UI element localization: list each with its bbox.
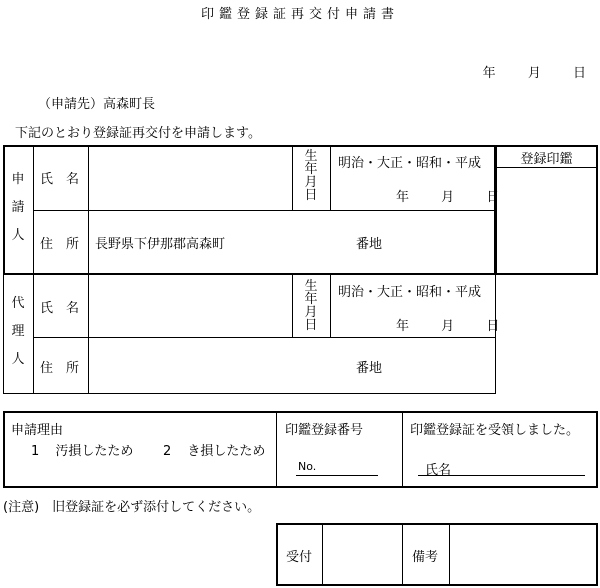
registered-seal-label: 登録印鑑	[520, 152, 573, 167]
received-label: 受付	[286, 550, 313, 565]
receipt-name-label: 氏名	[425, 463, 452, 478]
intro-text: 下記のとおり登録証再交付を申請します。	[15, 126, 261, 141]
note-text: (注意) 旧登録証を必ず添付してください。	[3, 500, 261, 515]
agent-era-options[interactable]: 明治・大正・昭和・平成	[338, 285, 482, 300]
remarks-label: 備考	[412, 550, 439, 565]
seal-number-no-label: No.	[298, 460, 317, 473]
received-field[interactable]	[324, 525, 400, 584]
remarks-field[interactable]	[451, 525, 596, 584]
applicant-address-label: 住 所	[40, 237, 80, 252]
seal-number-field[interactable]	[296, 461, 378, 476]
date-line	[455, 62, 586, 81]
addressee: （申請先）高森町長	[38, 97, 156, 112]
applicant-banchi-label: 番地	[356, 237, 383, 252]
applicant-section-label: 申 請 人	[11, 172, 25, 243]
reason-option-1[interactable]: 1 汚損したため	[31, 444, 134, 459]
reason-label: 申請理由	[11, 423, 64, 438]
agent-name-field[interactable]	[90, 277, 290, 335]
receipt-label: 印鑑登録証を受領しました。	[410, 423, 580, 438]
form-title: 印鑑登録証再交付申請書	[200, 7, 399, 22]
agent-birth-ymd[interactable]: 年 月 日	[396, 319, 500, 334]
agent-banchi-label: 番地	[356, 361, 383, 376]
applicant-name-field[interactable]	[90, 148, 290, 208]
applicant-birth-ymd[interactable]: 年 月 日	[396, 190, 500, 205]
applicant-era-options[interactable]: 明治・大正・昭和・平成	[338, 156, 482, 171]
agent-name-label: 氏 名	[40, 301, 80, 316]
agent-section-label: 代 理 人	[11, 296, 25, 367]
reason-option-2[interactable]: 2 き損したため	[163, 444, 266, 459]
date-year-label: 年	[482, 66, 496, 81]
applicant-birth-label: 生 年 月 日	[304, 149, 318, 203]
agent-address-label: 住 所	[40, 361, 80, 376]
date-day-label: 日	[572, 66, 586, 81]
agent-birth-label: 生 年 月 日	[304, 279, 318, 333]
seal-number-label: 印鑑登録番号	[285, 423, 364, 438]
date-month-label: 月	[527, 66, 541, 81]
applicant-address-field[interactable]: 長野県下伊那郡高森町	[95, 237, 226, 252]
agent-address-field[interactable]	[90, 339, 350, 391]
applicant-name-label: 氏 名	[40, 172, 80, 187]
receipt-name-field[interactable]	[418, 461, 585, 476]
